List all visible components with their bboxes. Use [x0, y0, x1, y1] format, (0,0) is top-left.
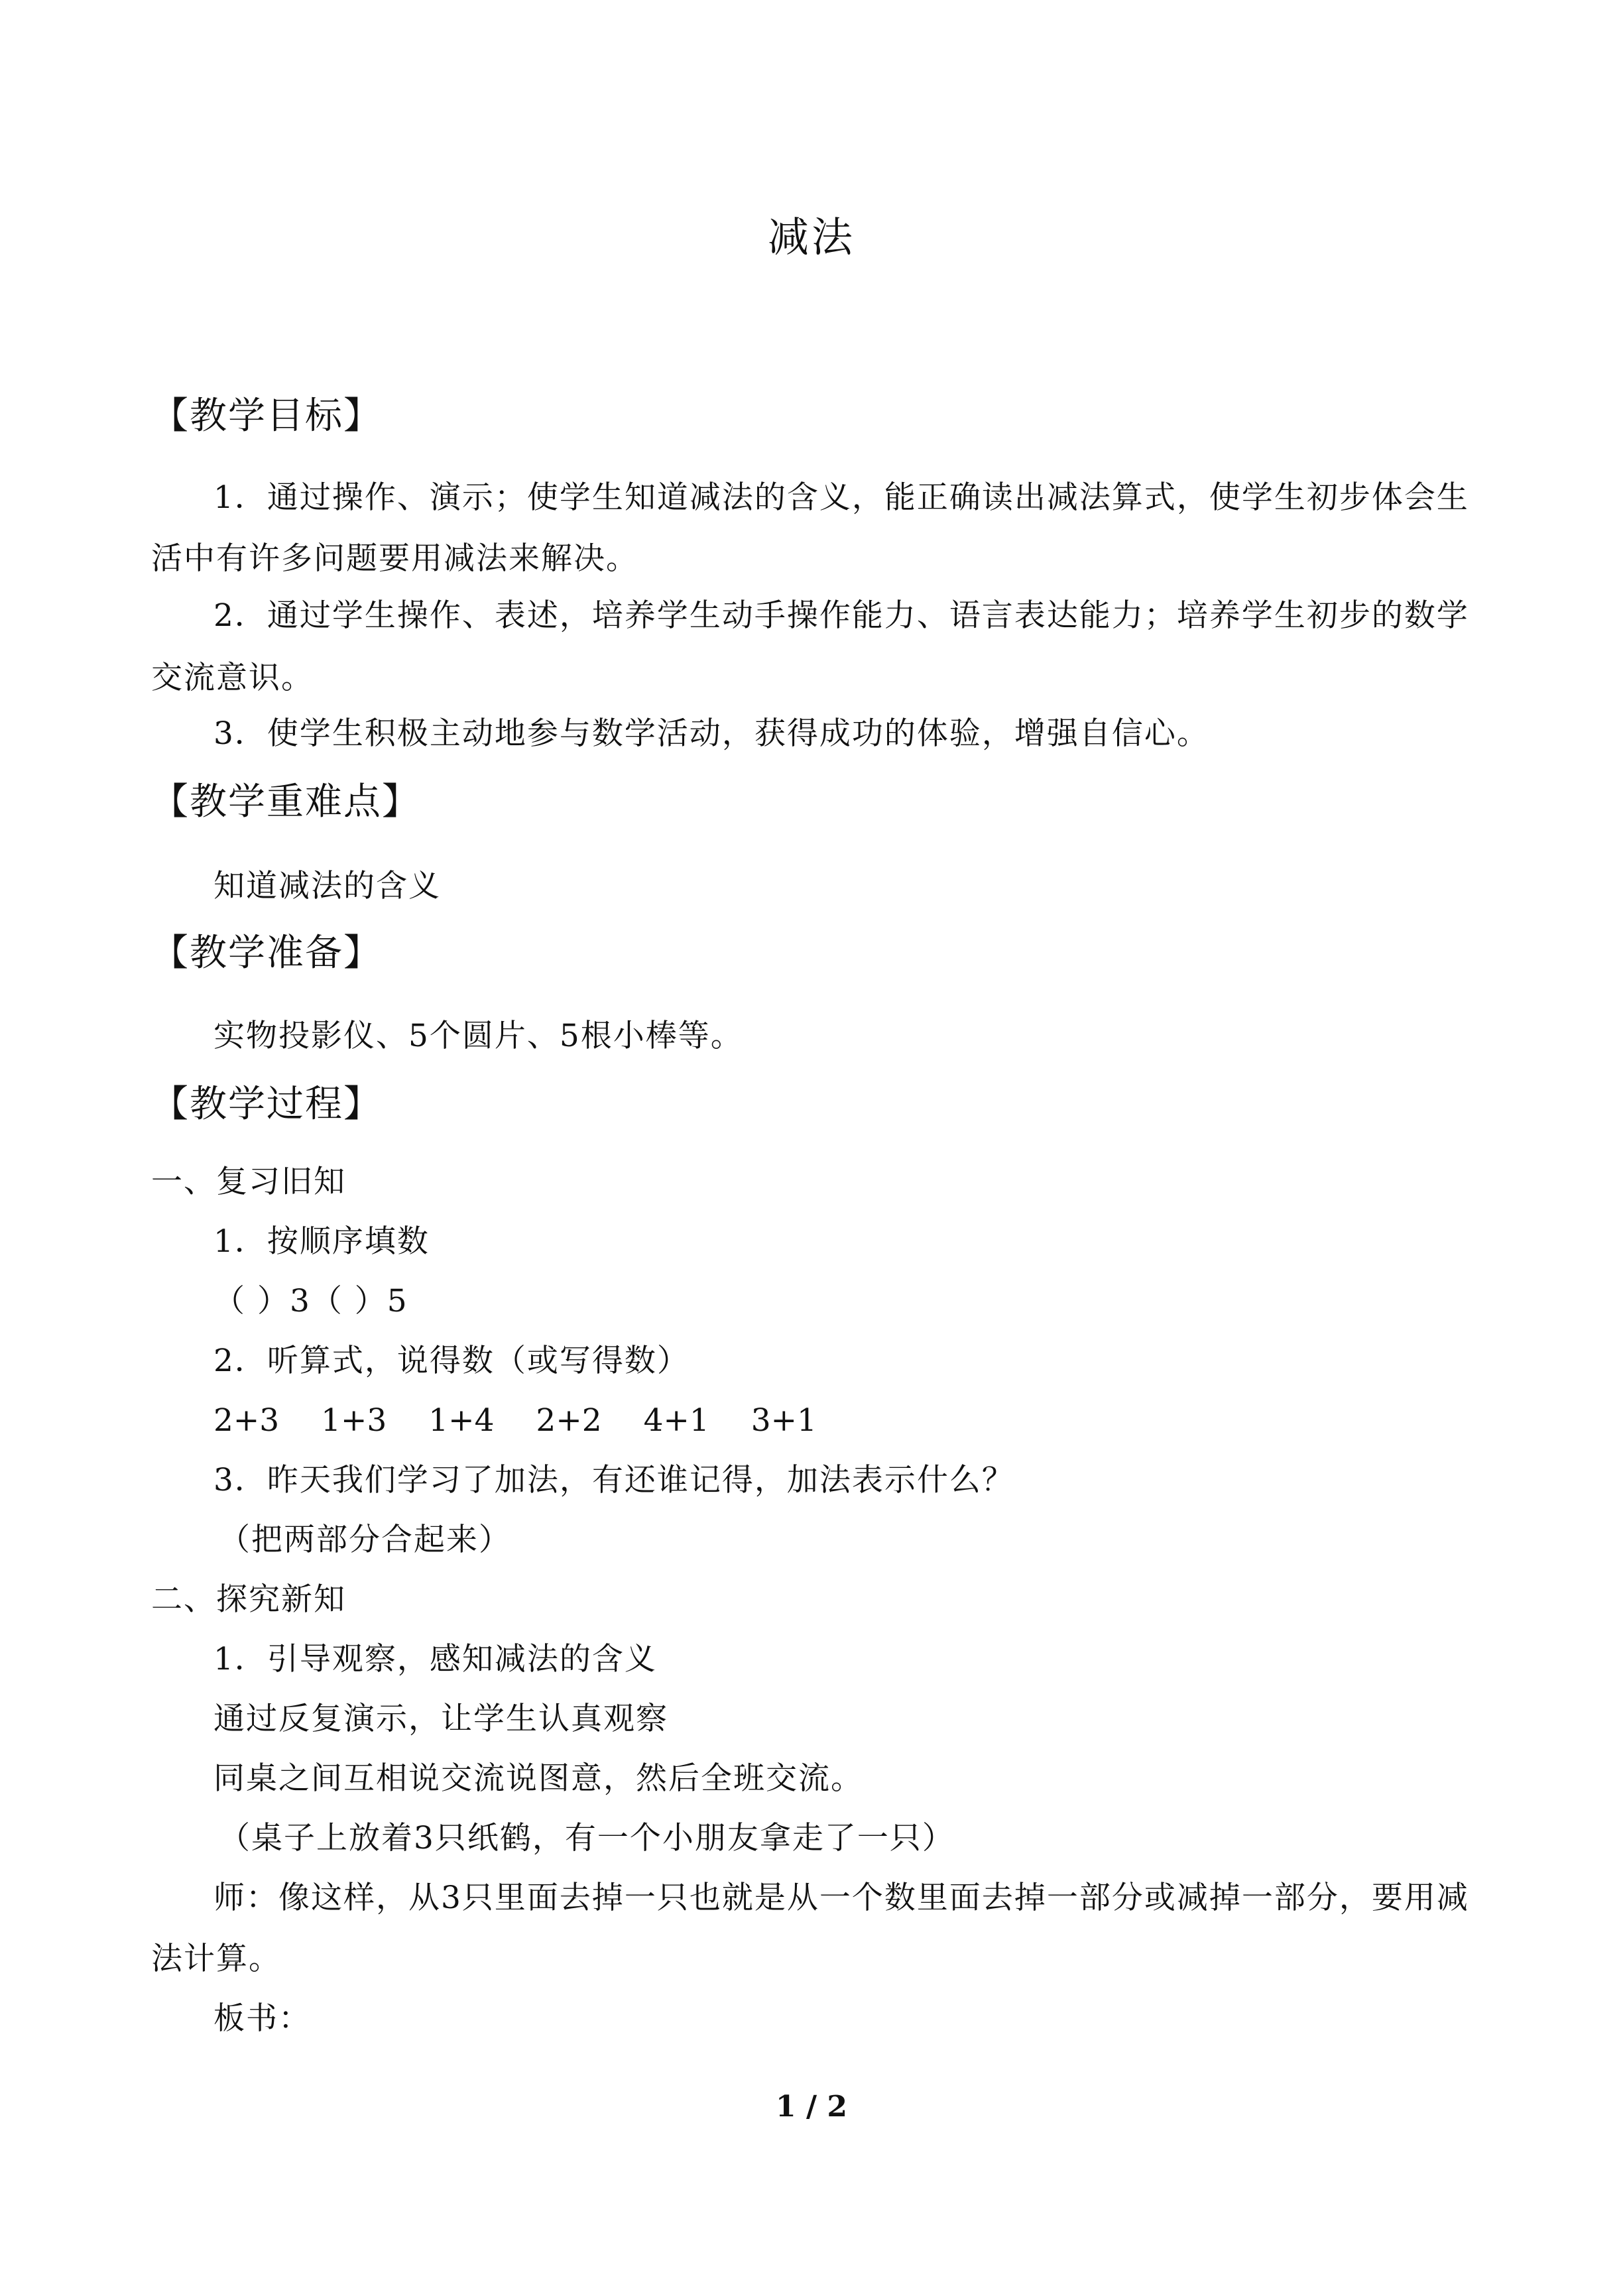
section-1-title: 一、复习旧知	[151, 1164, 346, 1200]
preparation-text: 实物投影仪、5个圆片、5根小棒等。	[213, 1018, 743, 1054]
key-points-text: 知道减法的含义	[213, 868, 441, 904]
section-1-item-3: 3．昨天我们学习了加法，有还谁记得，加法表示什么？	[213, 1462, 1014, 1498]
section-2-title: 二、探究新知	[151, 1581, 346, 1618]
goal-1-line-1: 1．通过操作、演示；使学生知道减法的含义，能正确读出减法算式，使学生初步体会生	[213, 479, 1469, 516]
section-2-line-3: （桌子上放着3只纸鹤，有一个小朋友拿走了一只）	[219, 1820, 955, 1856]
section-1-item-1: 1．按顺序填数	[213, 1223, 430, 1260]
goal-3: 3．使学生积极主动地参与数学活动，获得成功的体验，增强自信心。	[213, 715, 1209, 752]
calc-item: 3+1	[751, 1402, 817, 1439]
board-label: 板书：	[213, 2000, 311, 2037]
teacher-remark-line-2: 法计算。	[151, 1941, 281, 1977]
fill-blank-sequence: （ ）3（ ）5	[213, 1283, 408, 1319]
calc-item: 2+2	[536, 1402, 602, 1439]
heading-goals: 【教学目标】	[151, 394, 382, 438]
calc-item: 1+4	[428, 1402, 495, 1439]
calc-item: 1+3	[321, 1402, 387, 1439]
page-number: 1 / 2	[776, 2090, 847, 2124]
section-2-item-1: 1．引导观察，感知减法的含义	[213, 1641, 657, 1677]
section-2-line-1: 通过反复演示，让学生认真观察	[213, 1701, 668, 1737]
calc-item: 2+3	[213, 1402, 280, 1439]
section-2-line-2: 同桌之间互相说交流说图意，然后全班交流。	[213, 1760, 863, 1797]
section-1-answer: （把两部分合起来）	[219, 1522, 511, 1558]
heading-process: 【教学过程】	[151, 1083, 382, 1126]
goal-2-line-2: 交流意识。	[151, 660, 314, 696]
heading-preparation: 【教学准备】	[151, 932, 382, 975]
calculation-list	[213, 1400, 847, 1441]
goal-1-line-2: 活中有许多问题要用减法来解决。	[151, 540, 638, 577]
goal-2-line-1: 2．通过学生操作、表述，培养学生动手操作能力、语言表达能力；培养学生初步的数学	[213, 597, 1469, 634]
page-title: 减法	[767, 213, 855, 261]
calc-item: 4+1	[643, 1402, 709, 1439]
heading-key-points: 【教学重难点】	[151, 780, 420, 823]
section-1-item-2: 2．听算式，说得数（或写得数）	[213, 1343, 690, 1379]
teacher-remark-line-1: 师：像这样，从3只里面去掉一只也就是从一个数里面去掉一部分或减掉一部分，要用减	[213, 1880, 1469, 1916]
